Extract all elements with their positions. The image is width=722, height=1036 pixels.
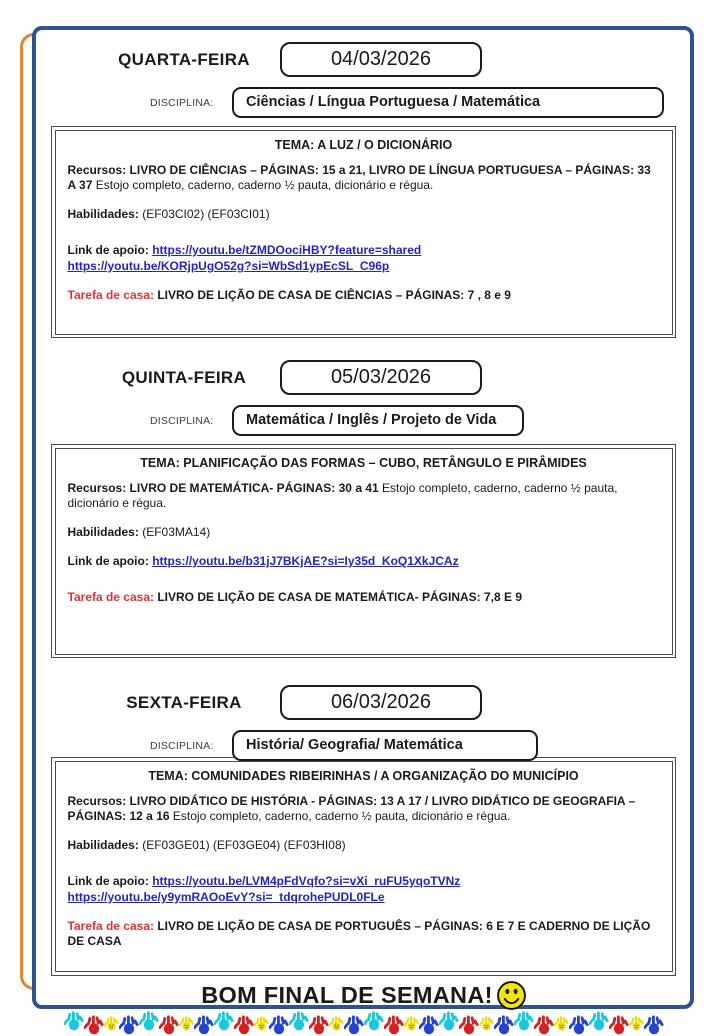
- hand-icon: [234, 1014, 254, 1036]
- disciplina-box: [232, 87, 664, 118]
- hand-icon: [104, 1015, 119, 1032]
- recursos-line: Recursos: LIVRO DE CIÊNCIAS – PÁGINAS: 15 a 21, LIVRO DE LÍNGUA PORTUGUESA – PÁGINAS: 33 A 37 Estojo completo, caderno, caderno ½ pauta, dicionário e régua.: [67, 162, 651, 193]
- day-content-box: [51, 126, 676, 338]
- day-section-quinta: [50, 360, 678, 658]
- tarefa-line: Tarefa de casa: LIVRO DE LIÇÃO DE CASA DE CIÊNCIAS – PÁGINAS: 7 , 8 e 9: [67, 287, 511, 302]
- hand-icon: [534, 1014, 554, 1036]
- hand-icon: [589, 1010, 609, 1032]
- support-link[interactable]: https://youtu.be/tZMDOociHBY?feature=shared: [152, 242, 422, 257]
- day-section-sexta: [50, 685, 678, 976]
- disciplina-value: Matemática / Inglês / Projeto de Vida: [246, 412, 497, 428]
- tarefa-line: Tarefa de casa: LIVRO DE LIÇÃO DE CASA DE MATEMÁTICA- PÁGINAS: 7,8 E 9: [67, 589, 523, 604]
- support-link[interactable]: https://youtu.be/KORjpUgO52g?si=WbSd1ypEcSL_C96p: [67, 258, 390, 273]
- hand-icon: [64, 1010, 84, 1032]
- hand-icon: [254, 1015, 269, 1032]
- recursos-label: Recursos:: [67, 480, 127, 495]
- recursos-label: Recursos:: [67, 162, 127, 177]
- tema-heading: TEMA: COMUNIDADES RIBEIRINHAS / A ORGANIZAÇÃO DO MUNICÍPIO: [148, 768, 579, 783]
- disciplina-value: Ciências / Língua Portuguesa / Matemática: [246, 94, 541, 110]
- support-link[interactable]: https://youtu.be/y9ymRAOoEvY?si=_tdqrohePUDL0FLe: [67, 889, 385, 904]
- date-value: 06/03/2026: [330, 691, 432, 713]
- hand-icon: [569, 1014, 589, 1036]
- smiley-face-icon: [496, 980, 527, 1011]
- disciplina-label: DISCIPLINA:: [150, 739, 214, 752]
- date-box: [280, 685, 482, 720]
- tarefa-label: Tarefa de casa:: [67, 287, 154, 302]
- hand-icon: [404, 1015, 419, 1032]
- hand-icon: [139, 1010, 159, 1032]
- tema-heading: TEMA: PLANIFICAÇÃO DAS FORMAS – CUBO, RETÂNGULO E PIRÂMIDES: [140, 455, 587, 470]
- habilidades-label: Habilidades:: [67, 525, 139, 540]
- hand-icon: [289, 1010, 309, 1032]
- hand-icon: [159, 1014, 179, 1036]
- hand-icon: [419, 1014, 439, 1036]
- link-label: Link de apoio:: [67, 242, 149, 257]
- tarefa-line: Tarefa de casa: LIVRO DE LIÇÃO DE CASA DE PORTUGUÊS – PÁGINAS: 6 E 7 E CADERNO DE LIÇÃO DE CASA: [67, 918, 651, 949]
- disciplina-box: [232, 405, 524, 436]
- disciplina-box: [232, 730, 538, 761]
- hand-icon: [84, 1014, 104, 1036]
- link-de-apoio-line: [68, 554, 660, 570]
- hand-icon: [644, 1014, 664, 1036]
- date-value: 05/03/2026: [330, 366, 432, 388]
- link-label: Link de apoio:: [67, 553, 149, 568]
- hand-icon: [179, 1015, 194, 1032]
- hand-icon: [554, 1015, 569, 1032]
- date-box: [280, 42, 482, 77]
- hand-icon: [214, 1010, 234, 1032]
- hand-icon: [514, 1010, 534, 1032]
- tarefa-label: Tarefa de casa:: [67, 918, 154, 933]
- habilidades-line: Habilidades: (EF03GE01) (EF03GE04) (EF03HI08): [67, 838, 346, 853]
- hand-icon: [384, 1014, 404, 1036]
- hand-icon: [309, 1014, 329, 1036]
- hand-icon: [629, 1015, 644, 1032]
- habilidades-line: Habilidades: (EF03CI02) (EF03CI01): [67, 207, 270, 222]
- link-label: Link de apoio:: [67, 873, 149, 888]
- day-content-box: [51, 757, 676, 976]
- hand-icon: [329, 1015, 344, 1032]
- hand-icon: [459, 1014, 479, 1036]
- disciplina-value: História/ Geografia/ Matemática: [246, 737, 463, 753]
- hand-icon: [609, 1014, 629, 1036]
- disciplina-label: DISCIPLINA:: [150, 96, 214, 109]
- habilidades-line: Habilidades: (EF03MA14): [67, 525, 211, 540]
- date-box: [280, 360, 482, 395]
- weekend-message: BOM FINAL DE SEMANA!: [50, 980, 678, 1011]
- date-value: 04/03/2026: [330, 48, 432, 70]
- hand-icon: [119, 1014, 139, 1036]
- support-link[interactable]: https://youtu.be/LVM4pFdVqfo?si=vXi_ruFU5yqoTVNz: [152, 873, 461, 888]
- hand-icon: [364, 1010, 384, 1032]
- hand-icon: [479, 1015, 494, 1032]
- recursos-line: Recursos: LIVRO DIDÁTICO DE HISTÓRIA - PÁGINAS: 13 A 17 / LIVRO DIDÁTICO DE GEOGRAFIA – PÁGINAS: 12 a 16 Estojo completo, caderno, caderno ½ pauta, dicionário e régua.: [67, 793, 636, 824]
- habilidades-label: Habilidades:: [67, 838, 139, 853]
- support-link[interactable]: https://youtu.be/b31jJ7BKjAE?si=Iy35d_KoQ1XkJCAz: [152, 553, 459, 568]
- day-section-quarta: [50, 42, 678, 338]
- habilidades-label: Habilidades:: [67, 207, 139, 222]
- day-content-box: [51, 444, 676, 658]
- day-name: QUINTA-FEIRA: [121, 367, 247, 387]
- tema-heading: TEMA: A LUZ / O DICIONÁRIO: [274, 137, 453, 152]
- agenda-page: [32, 26, 694, 1009]
- hand-icon: [194, 1014, 214, 1036]
- disciplina-label: DISCIPLINA:: [150, 414, 214, 427]
- hand-icon: [494, 1014, 514, 1036]
- day-name: QUARTA-FEIRA: [118, 49, 250, 69]
- link-de-apoio-line: [68, 243, 660, 275]
- recursos-line: Recursos: LIVRO DE MATEMÁTICA- PÁGINAS: 30 a 41 Estojo completo, caderno, caderno ½ pauta, dicionário e régua.: [67, 480, 618, 511]
- tarefa-label: Tarefa de casa:: [67, 589, 154, 604]
- recursos-label: Recursos:: [67, 793, 127, 808]
- hand-icon: [439, 1010, 459, 1032]
- link-de-apoio-line: [68, 874, 660, 906]
- hand-icon: [269, 1014, 289, 1036]
- hand-icon: [344, 1014, 364, 1036]
- day-name: SEXTA-FEIRA: [126, 692, 242, 712]
